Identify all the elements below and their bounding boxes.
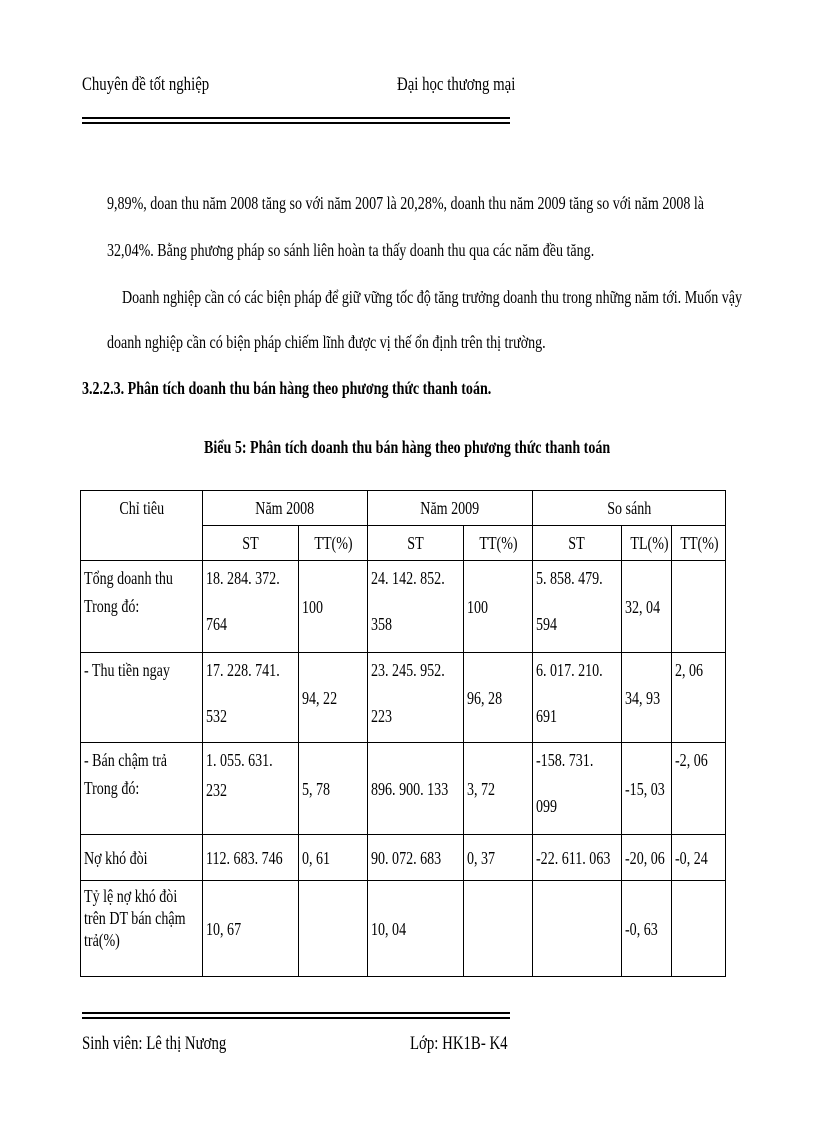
cell-value: 764 [206,614,228,634]
header-right: Đại học thương mại [397,74,516,95]
subheader-cell: TT(%) [680,533,719,553]
row-label: Tổng doanh thu [84,568,173,588]
cell-value: 691 [536,706,558,726]
cell-value: 594 [536,614,558,634]
subheader-cell: TT(%) [478,533,518,553]
cell-value: -0, 63 [625,918,658,939]
cell-value: 532 [206,706,228,726]
cell-value: -22. 611. 063 [536,847,611,868]
paragraph-line: 32,04%. Bằng phương pháp so sánh liên hoàn ta thấy doanh thu qua các năm đều tăng. [107,240,595,260]
table-header-row [81,491,726,526]
subheader-cell: TT(%) [313,533,353,553]
table-row [81,835,726,881]
cell-value: 5. 858. 479. [536,568,603,588]
cell-value: 24. 142. 852. [371,568,445,588]
cell-value: 10, 04 [371,918,407,939]
row-label: Nợ khó đòi [84,847,148,868]
cell-value: 94, 22 [302,687,338,708]
table-row [81,653,726,743]
row-label: Trong đó: [84,596,140,616]
subheader-cell: ST [568,533,586,553]
cell-value: 2, 06 [675,660,704,680]
paragraph-line: Doanh nghiệp cần có các biện pháp để giữ vững tốc độ tăng trưởng doanh thu trong những năm tới. Muốn vậy [122,287,743,307]
subheader-cell: ST [407,533,424,553]
cell-value: 96, 28 [467,687,503,708]
cell-value: -0, 24 [675,847,708,868]
cell-value: 223 [371,706,393,726]
footer-rule [82,1012,510,1019]
cell-value: -2, 06 [675,750,708,770]
cell-value: 100 [302,596,324,617]
header-left: Chuyên đề tốt nghiệp [82,74,210,95]
cell-value: 0, 37 [467,847,496,868]
cell-value: 1. 055. 631. [206,750,273,770]
row-label: trả(%) [84,930,120,950]
cell-value: 112. 683. 746 [206,847,283,868]
cell-value: 232 [206,780,228,800]
cell-value: 0, 61 [302,847,331,868]
section-heading: 3.2.2.3. Phân tích doanh thu bán hàng theo phương thức thanh toán. [82,378,492,398]
footer-right: Lớp: HK1B- K4 [410,1033,508,1054]
row-label: - Thu tiền ngay [84,660,170,680]
cell-value: 100 [467,596,489,617]
cell-value: 5, 78 [302,778,331,799]
cell-value: 17. 228. 741. [206,660,280,680]
cell-value: 34, 93 [625,687,661,708]
row-label: trên DT bán chậm [84,908,186,928]
header-so-sanh: So sánh [606,498,652,518]
cell-value: -15, 03 [625,778,665,799]
table-title: Biểu 5: Phân tích doanh thu bán hàng theo phương thức thanh toán [204,437,611,457]
cell-value: 099 [536,796,558,816]
header-chi-tieu: Chỉ tiêu [119,498,164,518]
cell-value: 32, 04 [625,596,661,617]
cell-value: 358 [371,614,393,634]
cell-value: 23. 245. 952. [371,660,445,680]
subheader-cell: TL(%) [630,533,669,553]
cell-value: 18. 284. 372. [206,568,280,588]
cell-value: 896. 900. 133 [371,778,449,799]
header-2009: Năm 2009 [420,498,480,518]
paragraph-line: doanh nghiệp cần có biện pháp chiếm lĩnh được vị thế ổn định trên thị trường. [107,332,546,352]
header-2008: Năm 2008 [255,498,315,518]
table-row [81,881,726,977]
row-label: - Bán chậm trả [84,750,168,770]
table-row [81,743,726,835]
cell-value: -20, 06 [625,847,665,868]
row-label: Trong đó: [84,778,140,798]
revenue-table [80,490,726,977]
cell-value: 90. 072. 683 [371,847,442,868]
cell-value: 10, 67 [206,918,242,939]
row-label: Tỷ lệ nợ khó đòi [84,886,178,906]
cell-value: 3, 72 [467,778,496,799]
cell-value: 6. 017. 210. [536,660,603,680]
table-row [81,561,726,653]
paragraph-line: 9,89%, doan thu năm 2008 tăng so với năm 2007 là 20,28%, doanh thu năm 2009 tăng so với năm 2008 là [107,193,705,213]
cell-value: -158. 731. [536,750,594,770]
subheader-cell: ST [242,533,259,553]
footer-left: Sinh viên: Lê thị Nương [82,1033,227,1054]
header-rule [82,117,510,124]
